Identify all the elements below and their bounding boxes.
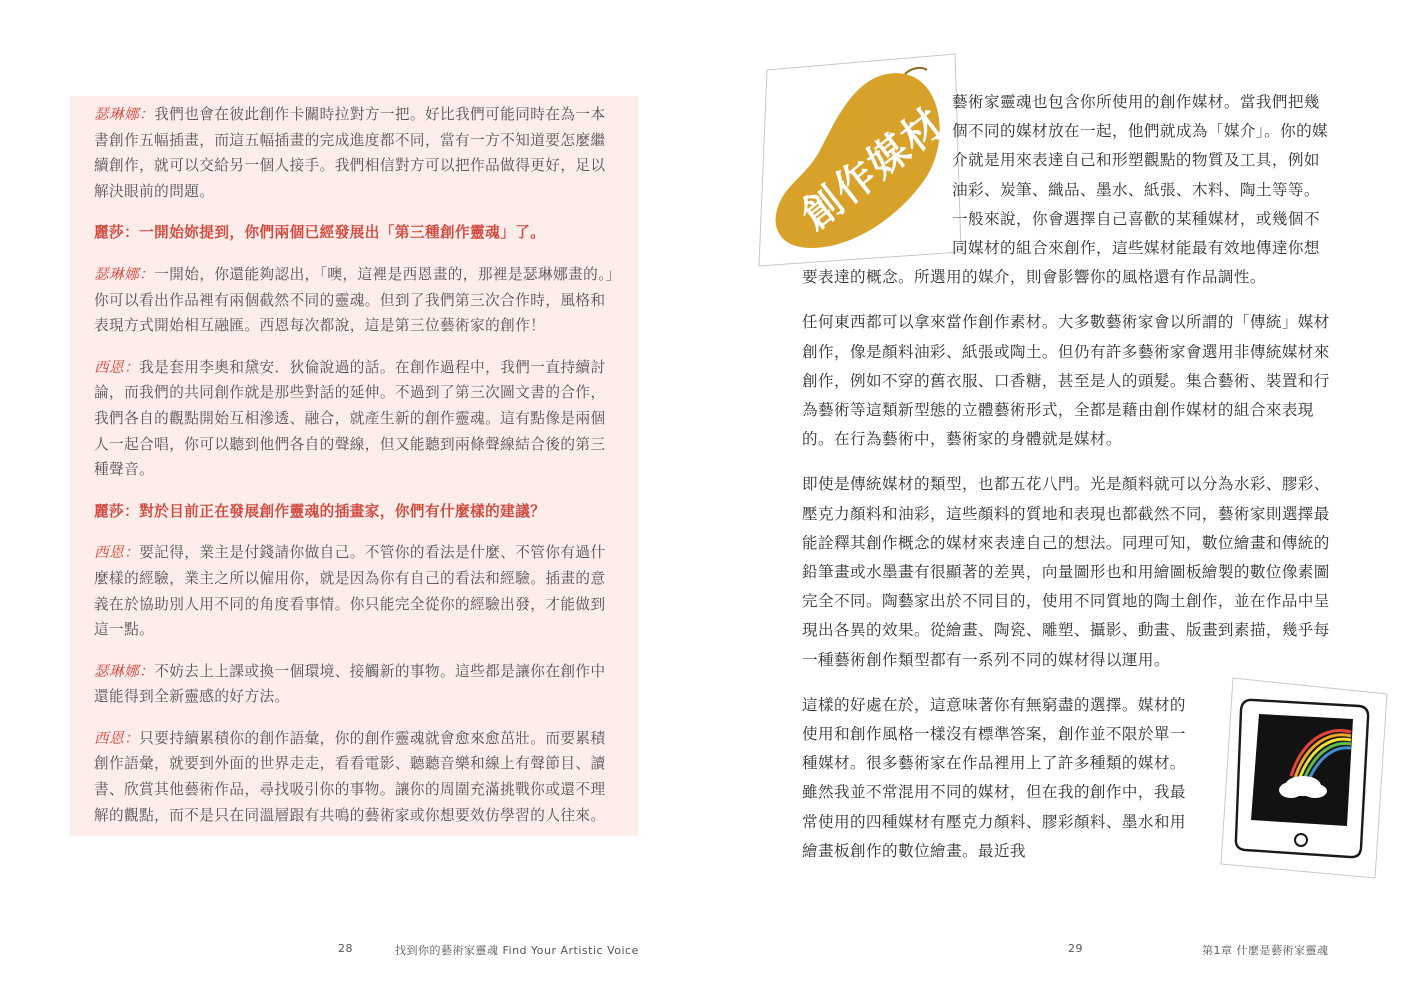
answer-text: 一開始，你還能夠認出，「噢，這裡是西恩畫的，那裡是瑟琳娜畫的。」你可以看出作品裡有兩個截然不同的靈魂。但到了我們第三次合作時，風格和表現方式開始相互融匯。西恩每次都說，這是第三位藝術家的創作！ — [94, 265, 614, 335]
answer-text: 我們也會在彼此創作卡關時拉對方一把。好比我們可能同時在為一本書創作五幅插畫，而這五幅插畫的完成進度都不同，當有一方不知道要怎麼繼續創作，就可以交給另一個人接手。我們相信對方可以把作品做得更好，足以解決眼前的問題。 — [94, 106, 606, 200]
illustration-label: 創作媒材 — [792, 98, 954, 240]
body-text — [802, 88, 1332, 882]
interview-box — [70, 96, 638, 836]
tablet-float-space — [1197, 691, 1332, 856]
left-page — [0, 0, 707, 1000]
interview-answer — [94, 262, 616, 339]
speaker-label: 瑟琳娜： — [94, 106, 155, 123]
interview-answer — [94, 102, 616, 204]
running-title: 找到你的藝術家靈魂 Find Your Artistic Voice — [395, 944, 639, 957]
speaker-label: 西恩： — [94, 358, 140, 376]
body-paragraph: 藝術家靈魂也包含你所使用的創作媒材。當我們把幾個不同的媒材放在一起，他們就成為「媒介」。你的媒介就是用來表達自己和形塑觀點的物質及工具，例如油彩、炭筆、織品、墨水、紙張、木料、陶土等等。一般來說，你會選擇自己喜歡的某種媒材，或幾個不同媒材的組合來創作，這些媒材能最有效地傳達你想要表達的概念。所選用的媒介，則會影響你的風格還有作品調性。 — [802, 93, 1329, 287]
interview-answer — [94, 726, 616, 828]
body-paragraph: 即使是傳統媒材的類型，也都五花八門。光是顏料就可以分為水彩、膠彩、壓克力顏料和油彩，這些顏料的質地和表現也都截然不同，藝術家則選擇最能詮釋其創作概念的媒材來表達自己的想法。同理可知，數位繪畫和傳統的鉛筆畫或水墨畫有很顯著的差異，向量圖形也和用繪圖板繪製的數位像素圖完全不同。陶藝家出於不同目的，使用不同質地的陶土創作，並在作品中呈現出各異的效果。從繪畫、陶瓷、雕塑、攝影、動畫、版畫到素描，幾乎每一種藝術創作類型都有一系列不同的媒材得以運用。 — [802, 475, 1330, 669]
body-paragraph: 任何東西都可以拿來當作創作素材。大多數藝術家會以所謂的「傳統」媒材創作，像是顏料油彩、紙張或陶土。但仍有許多藝術家會選用非傳統媒材來創作，例如不穿的舊衣服、口香糖，甚至是人的頭髮。集合藝術、裝置和行為藝術等這類新型態的立體藝術形式，全都是藉由創作媒材的組合來表現的。在行為藝術中，藝術家的身體就是媒材。 — [802, 313, 1330, 449]
speaker-label: 西恩： — [94, 544, 140, 562]
interview-answer — [94, 659, 616, 710]
answer-text: 不妨去上上課或換一個環境、接觸新的事物。這些都是讓你在創作中還能得到全新靈感的好方法。 — [94, 662, 606, 706]
interview-question: 麗莎：一開始妳提到，你們兩個已經發展出「第三種創作靈魂」了。 — [94, 224, 546, 242]
speaker-label: 瑟琳娜： — [94, 265, 155, 283]
interview-answer — [94, 540, 616, 642]
interview-answer — [94, 355, 616, 483]
chapter-title: 第1章 什麼是藝術家靈魂 — [1202, 944, 1329, 957]
speaker-label: 瑟琳娜： — [94, 662, 155, 680]
answer-text: 我是套用李奧和黛安．狄倫說過的話。在創作過程中，我們一直持續討論，而我們的共同創作就是那些對話的延伸。不過到了第三次圖文書的合作，我們各自的觀點開始互相滲透、融合，就產生新的創作靈魂。這有點像是兩個人一起合唱，你可以聽到他們各自的聲線，但又能聽到兩條聲線結合後的第三種聲音。 — [94, 358, 606, 479]
page-number: 29 — [1068, 942, 1083, 955]
body-paragraph: 這樣的好處在於，這意味著你有無窮盡的選擇。媒材的使用和創作風格一樣沒有標準答案，創作並不限於單一種媒材。很多藝術家在作品裡用上了許多種類的媒材。雖然我並不常混用不同的媒材，但在我的創作中，我最常使用的四種媒材有壓克力顏料、膠彩顏料、墨水和用繪畫板創作的數位繪畫。最近我 — [802, 695, 1186, 860]
right-page — [707, 0, 1415, 1000]
page-number: 28 — [338, 942, 353, 955]
speaker-label: 西恩： — [94, 729, 140, 747]
interview-question: 麗莎：對於目前正在發展創作靈魂的插畫家，你們有什麼樣的建議？ — [94, 502, 546, 520]
answer-text: 只要持續累積你的創作語彙，你的創作靈魂就會愈來愈茁壯。而要累積創作語彙，就要到外面的世界走走，看看電影、聽聽音樂和線上有聲節目、讀書、欣賞其他藝術作品，尋找吸引你的事物。讓你的周圍充滿挑戰你或還不理解的觀點，而不是只在同溫層跟有共鳴的藝術家或你想要效仿學習的人往來。 — [94, 729, 606, 824]
answer-text: 要記得，業主是付錢請你做自己。不管你的看法是什麼、不管你有過什麼樣的經驗，業主之所以僱用你，就是因為你有自己的看法和經驗。插畫的意義在於協助別人用不同的角度看事情。你只能完全從你的經驗出發，才能做到這一點。 — [94, 544, 606, 639]
mango-float-space — [802, 88, 952, 256]
